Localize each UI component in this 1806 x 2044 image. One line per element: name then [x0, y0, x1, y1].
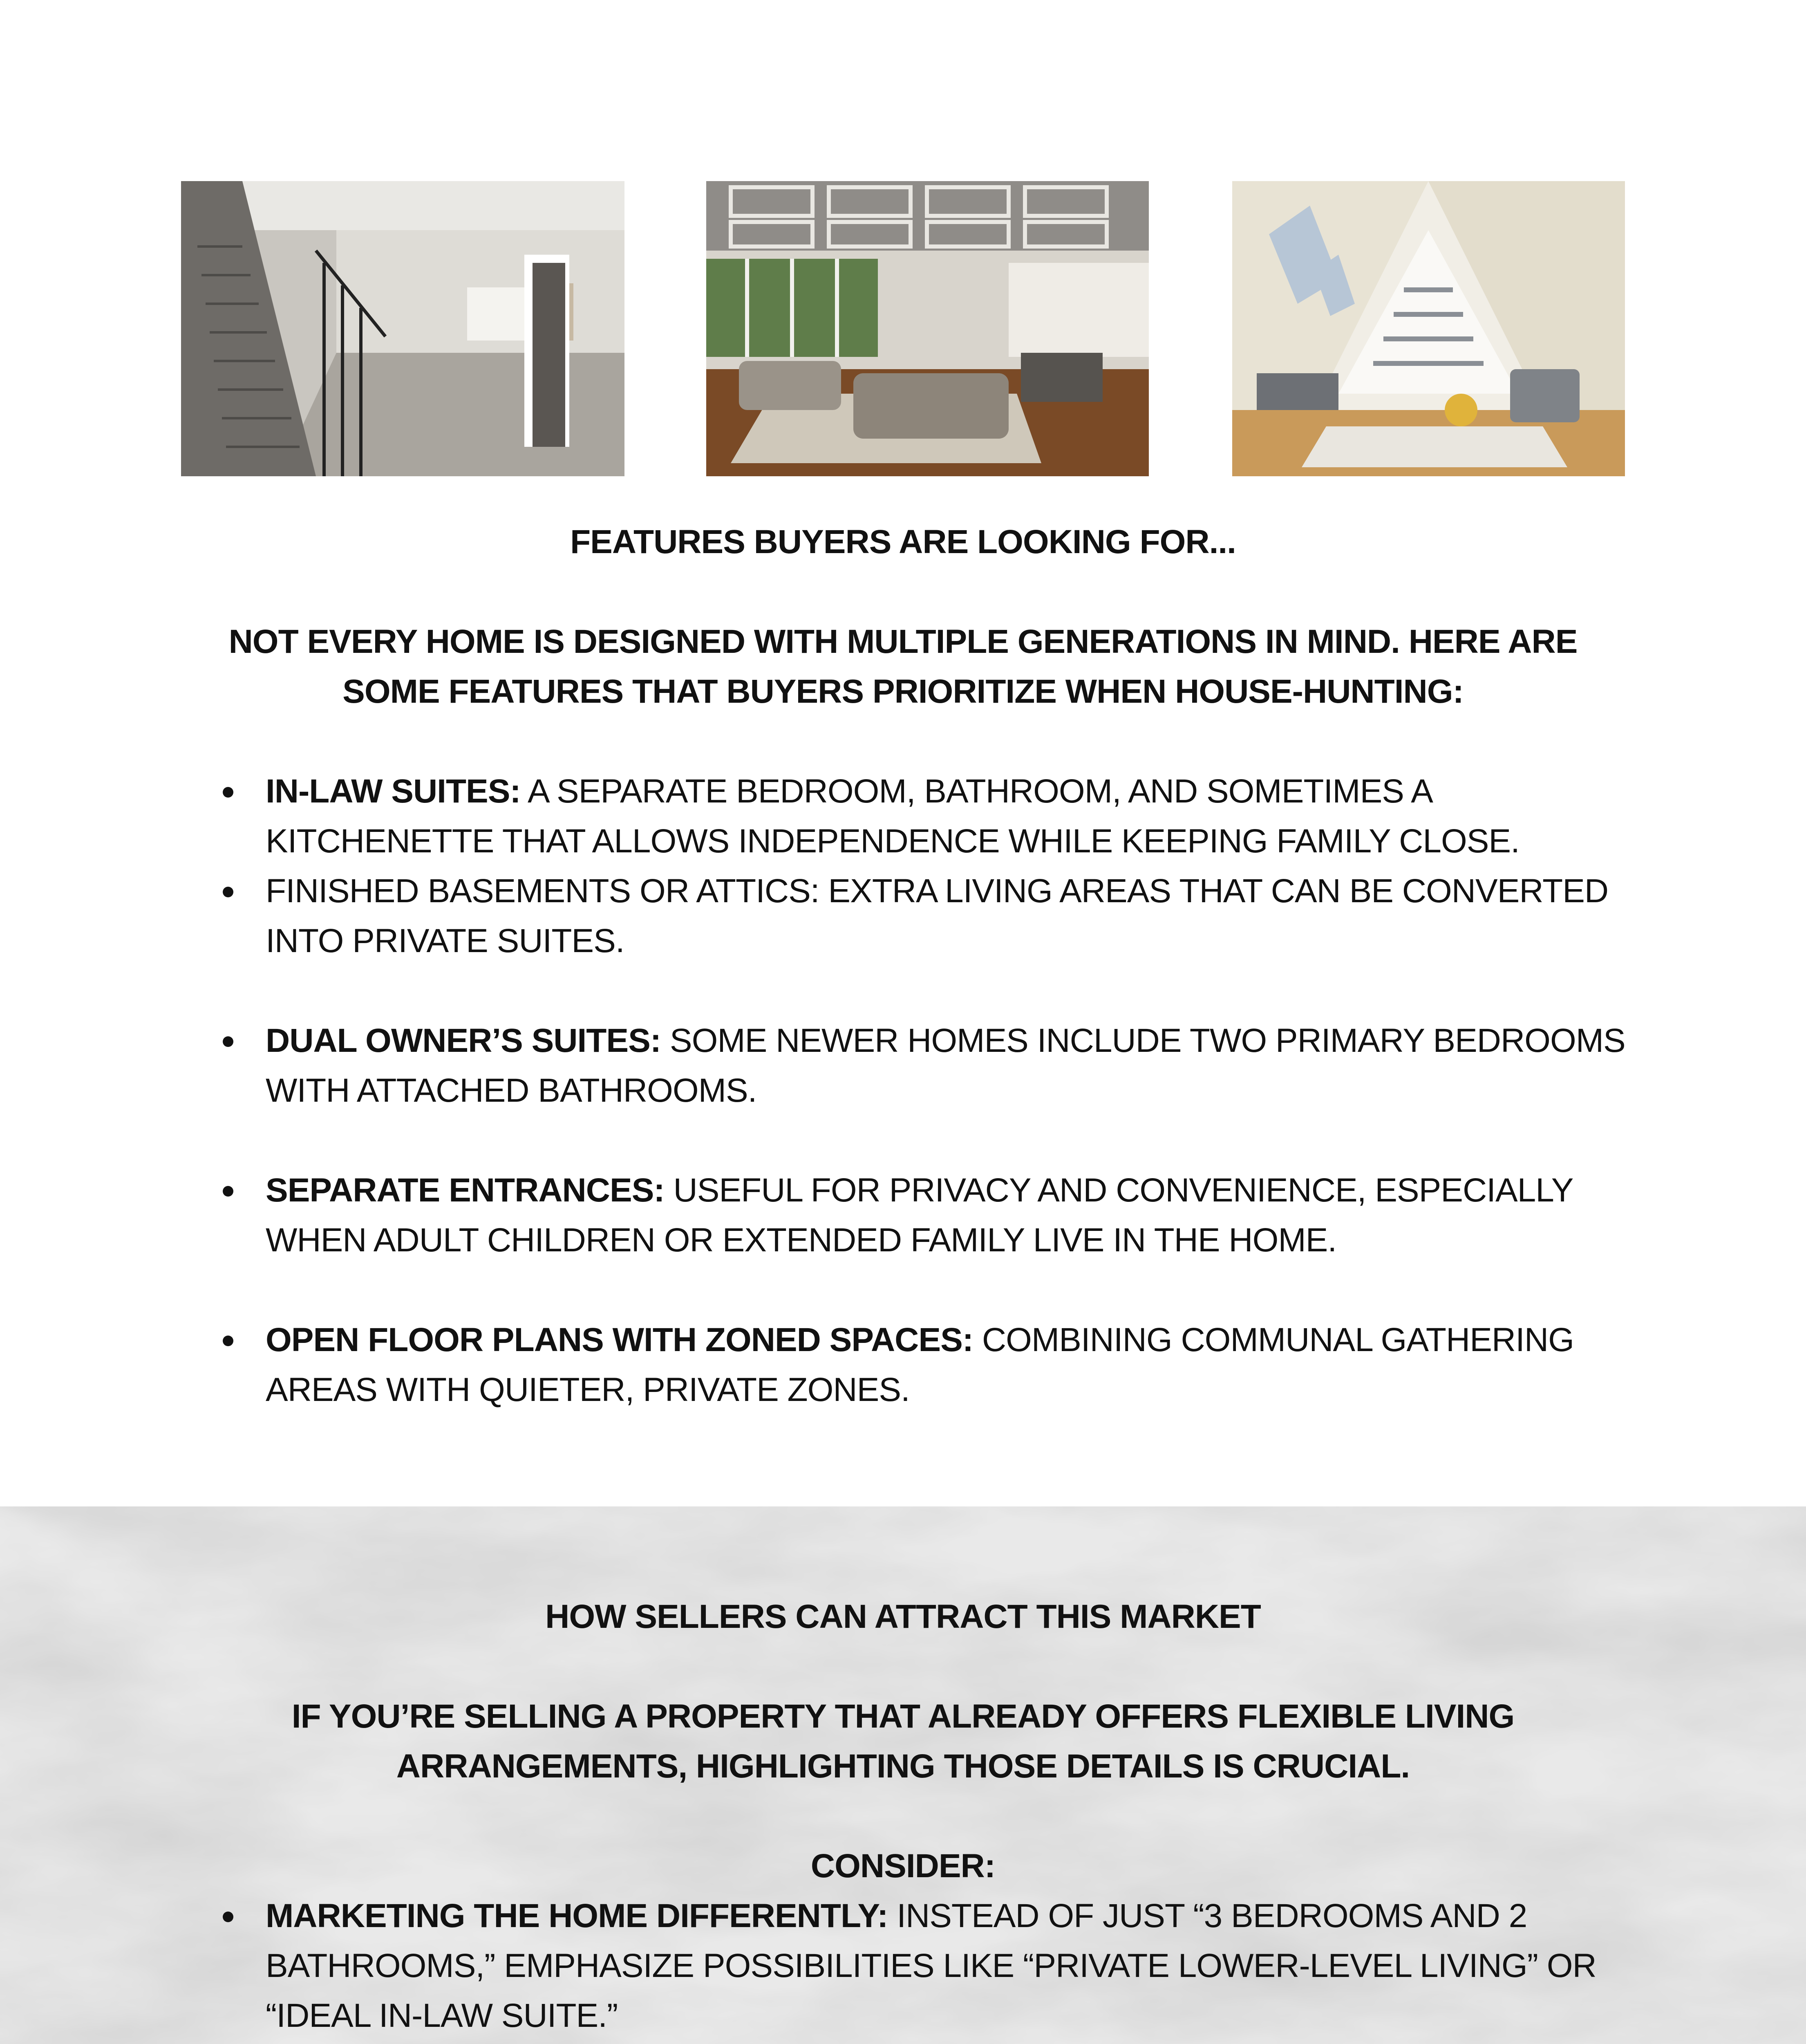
features-intro-line1: NOT EVERY HOME IS DESIGNED WITH MULTIPLE GENERATIONS IN MIND. HERE ARE [228, 623, 1578, 660]
sellers-heading: HOW SELLERS CAN ATTRACT THIS MARKET [545, 1598, 1261, 1635]
living-room-photo [706, 181, 1149, 476]
list-item [223, 1165, 1653, 1265]
sellers-intro [181, 1692, 1625, 1791]
list-item-text: A SEPARATE BEDROOM, BATHROOM, AND SOMETIMES A KITCHENETTE THAT ALLOWS INDEPENDENCE WHILE KEEPING FAMILY CLOSE. [266, 773, 1520, 860]
list-item-label: MARKETING THE HOME DIFFERENTLY: [266, 1897, 888, 1934]
sellers-intro-line1: IF YOU’RE SELLING A PROPERTY THAT ALREADY OFFERS FLEXIBLE LIVING [291, 1698, 1515, 1735]
sellers-intro-line2: ARRANGEMENTS, HIGHLIGHTING THOSE DETAILS IS CRUCIAL. [396, 1748, 1410, 1785]
features-list [223, 766, 1653, 1415]
list-item [223, 1891, 1653, 2041]
list-item-label: SEPARATE ENTRANCES: [266, 1172, 665, 1209]
sellers-list [223, 1891, 1653, 2044]
list-item-label: IN-LAW SUITES: [266, 773, 521, 810]
list-item [223, 766, 1653, 866]
list-item-text: COMBINING COMMUNAL GATHERING AREAS WITH QUIETER, PRIVATE ZONES. [266, 1321, 1574, 1408]
list-item-label: OPEN FLOOR PLANS WITH ZONED SPACES: [266, 1321, 973, 1358]
list-item-text: FINISHED BASEMENTS OR ATTICS: EXTRA LIVING AREAS THAT CAN BE CONVERTED INTO PRIVATE SUITES. [266, 872, 1609, 959]
list-item-text: INSTEAD OF JUST “3 BEDROOMS AND 2 BATHROOMS,” EMPHASIZE POSSIBILITIES LIKE “PRIVATE LOWER-LEVEL LIVING” OR “IDEAL IN-LAW SUITE.” [266, 1897, 1596, 2034]
list-item [223, 866, 1653, 966]
list-item [223, 1315, 1653, 1415]
basement-staircase-photo [181, 181, 624, 476]
list-item-text: SOME NEWER HOMES INCLUDE TWO PRIMARY BEDROOMS WITH ATTACHED BATHROOMS. [266, 1022, 1625, 1109]
consider-label: CONSIDER: [810, 1847, 996, 1885]
features-heading: FEATURES BUYERS ARE LOOKING FOR... [570, 523, 1236, 560]
features-intro [181, 617, 1625, 717]
attic-library-photo [1232, 181, 1625, 476]
list-item-text: USEFUL FOR PRIVACY AND CONVENIENCE, ESPECIALLY WHEN ADULT CHILDREN OR EXTENDED FAMILY LIVE IN THE HOME. [266, 1172, 1573, 1259]
list-item [223, 1016, 1653, 1116]
features-intro-line2: SOME FEATURES THAT BUYERS PRIORITIZE WHEN HOUSE-HUNTING: [342, 673, 1464, 710]
list-item-label: DUAL OWNER’S SUITES: [266, 1022, 661, 1059]
